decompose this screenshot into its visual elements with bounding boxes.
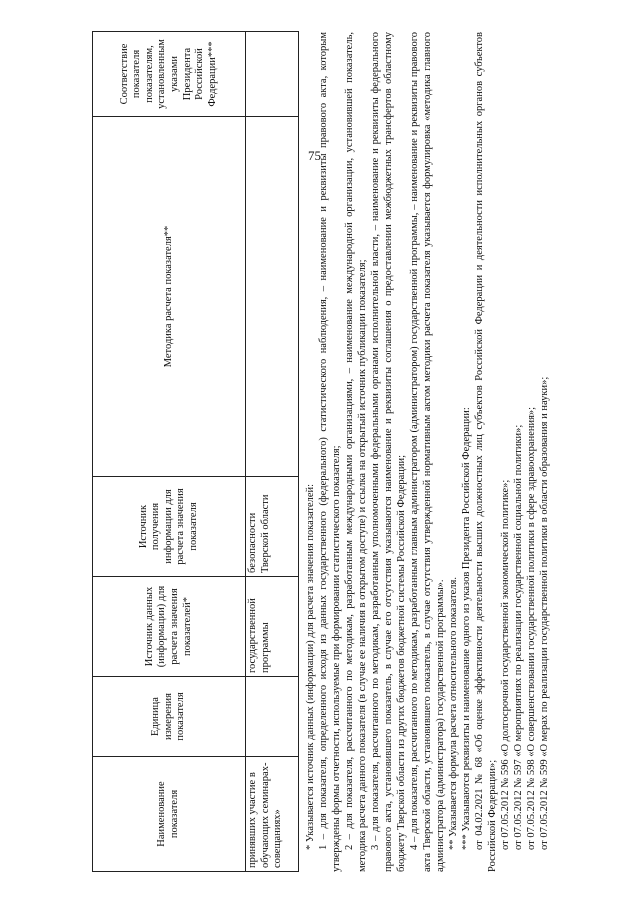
footnote-decrees: *** Указываются реквизиты и наименование одного из указов Президента Российской Федерации: <box>461 407 472 850</box>
decree-597: от 07.05.2012 № 597 «О мероприятиях по реализации государственной социальной политики»; <box>513 424 524 850</box>
indicator-table <box>92 31 299 872</box>
cell-unit <box>246 677 299 757</box>
decree-599: от 07.05.2012 № 599 «О мерах по реализации государственной политики в области образования и науки»; <box>539 376 550 850</box>
header-compliance: Соответствие показателя показателям, установленным указами Президента Российской Федерации*** <box>93 32 246 117</box>
table-row <box>246 32 299 872</box>
cell-compliance <box>246 32 299 117</box>
header-data-source: Источник данных (информации) для расчета значения показателей* <box>93 577 246 677</box>
header-indicator-name: Наименование показателя <box>93 757 246 872</box>
footnote-item-4: 4 – для показателя, рассчитанного по методикам, разработанным главным администратором (администратором) государственной программы, – наименование и реквизиты правового акта Тверской области, установившего показатель, в случае отсутствия утвержденной нормативным актом методики расчета показателя указывается формулировка «методика главного администратора (администратора) государственной программы». <box>409 32 446 872</box>
decree-68: от 04.02.2021 № 68 «Об оценке эффективности деятельности высших должностных лиц субъектов Российской Федерации и деятельности исполнительных органов субъектов Российской Федерации»; <box>474 32 498 872</box>
footnote-formula: ** Указывается формула расчета относительного показателя. <box>448 577 459 850</box>
landscape-content <box>92 32 602 872</box>
cell-methodology <box>246 117 299 477</box>
header-info-source: Источник получения информации для расчета значения показателя <box>93 477 246 577</box>
footnotes <box>304 32 551 872</box>
cell-data-source: государственной программы <box>246 577 299 677</box>
cell-indicator-name: принявших участие в обучающих семинарах-совещаниях» <box>246 757 299 872</box>
decree-598: от 07.05.2012 № 598 «О совершенствовании государственной политики в сфере здравоохранения»; <box>526 406 537 850</box>
header-unit: Единица измерения показателя <box>93 677 246 757</box>
footnote-item-3: 3 – для показателя, рассчитанного по методикам, разработанным уполномоченными федеральными органами исполнительной власти, – наименование и реквизиты федерального правового акта, установившего показатель, в случае его отсутствия указываются наименование и реквизиты соглашения о предоставлении межбюджетных трансфертов областному бюджету Тверской области из других бюджетов бюджетной системы Российской Федерации; <box>370 32 407 872</box>
footnote-data-source: * Указывается источник данных (информации) для расчета значения показателей: <box>305 483 316 850</box>
footnote-item-2: 2 – для показателя, рассчитанного по методикам, разработанным международными организациями, – наименование международной организации, установившей показатель, методика расчета данного показателя (в случае ее наличия в открытом доступе) и ссылка на открытый источник публикации показателя; <box>344 32 368 872</box>
page-number: 75 <box>308 148 321 163</box>
table-header-row <box>93 32 246 872</box>
header-methodology: Методика расчета показателя** <box>93 117 246 477</box>
decree-596: от 07.05.2012 № 596 «О долгосрочной государственной экономической политике»; <box>500 479 511 850</box>
cell-info-source: безопасности Тверской области <box>246 477 299 577</box>
footnote-item-1: 1 – для показателя, определенного исходя из данных государственного (федерального) статистического наблюдения, – наименование и реквизиты правового акта, которым утверждены формы отчетности, используемые при формировании статистического показателя; <box>318 32 342 872</box>
